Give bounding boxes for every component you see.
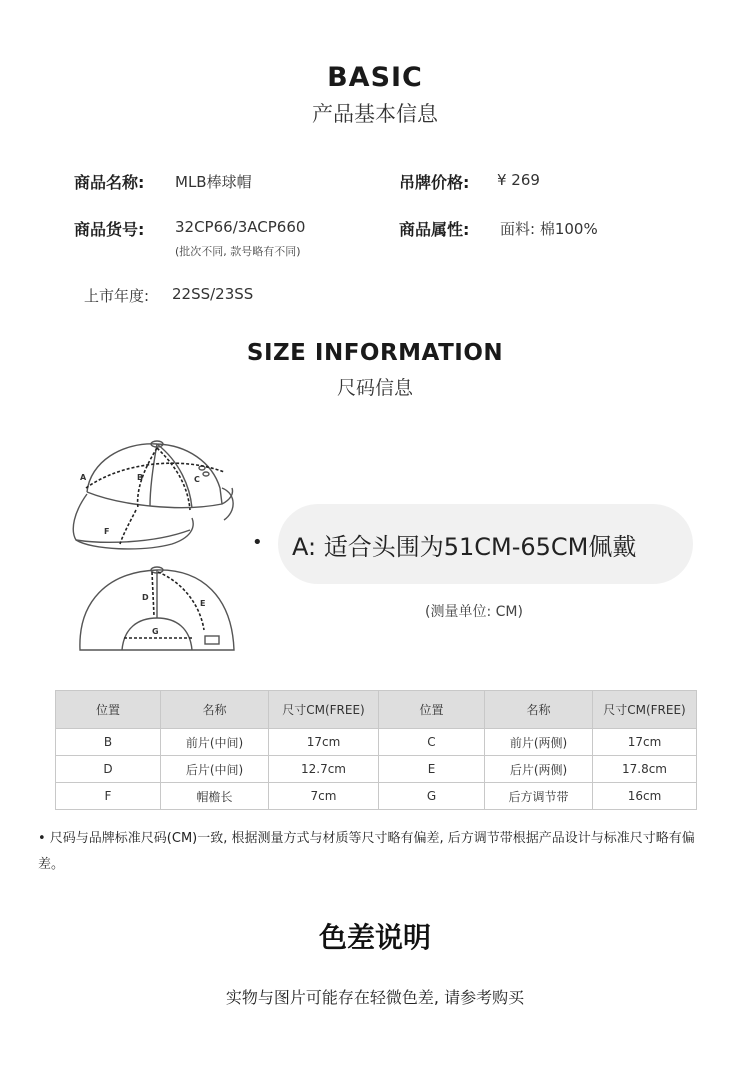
- fit-bullet: •: [252, 532, 263, 553]
- table-cell: 17cm: [593, 729, 697, 756]
- table-header-cell: 名称: [161, 691, 269, 729]
- table-header-cell: 尺寸CM(FREE): [593, 691, 697, 729]
- diagram-label-e: E: [200, 599, 206, 608]
- table-cell: 后片(中间): [161, 756, 269, 783]
- table-cell: B: [56, 729, 161, 756]
- material-value: 面料: 棉100%: [500, 220, 598, 238]
- table-cell: F: [56, 783, 161, 810]
- table-cell: 前片(中间): [161, 729, 269, 756]
- table-cell: 7cm: [269, 783, 379, 810]
- table-header-row: [56, 691, 697, 729]
- table-cell: 17cm: [269, 729, 379, 756]
- diagram-label-d: D: [142, 593, 149, 602]
- table-row: [56, 756, 697, 783]
- color-diff-title: 色差说明: [318, 921, 431, 954]
- diagram-label-a: A: [80, 473, 87, 482]
- table-cell: 17.8cm: [593, 756, 697, 783]
- unit-note: (测量单位: CM): [425, 604, 523, 620]
- table-cell: 后方调节带: [485, 783, 593, 810]
- table-cell: 12.7cm: [269, 756, 379, 783]
- product-code-note: (批次不同, 款号略有不同): [175, 245, 301, 258]
- fit-text: A: 适合头围为51CM-65CM佩戴: [292, 533, 637, 561]
- size-table: [55, 690, 697, 810]
- diagram-label-b: B: [137, 473, 144, 482]
- table-cell: 16cm: [593, 783, 697, 810]
- table-row: [56, 729, 697, 756]
- price-value: ¥ 269: [497, 171, 540, 189]
- table-row: [56, 783, 697, 810]
- table-header-cell: 名称: [485, 691, 593, 729]
- basic-title: BASIC: [327, 62, 423, 93]
- table-cell: 后片(两侧): [485, 756, 593, 783]
- season-label: 上市年度:: [84, 287, 150, 305]
- cap-measurement-diagram: [62, 432, 252, 664]
- product-name-label: 商品名称:: [74, 173, 145, 192]
- size-notice: • 尺码与品牌标准尺码(CM)一致, 根据测量方式与材质等尺寸略有偏差, 后方调节带根据产品设计与标准尺寸略有偏差。: [38, 831, 695, 872]
- size-info-subtitle: 尺码信息: [336, 377, 413, 399]
- table-cell: 帽檐长: [161, 783, 269, 810]
- table-header-cell: 位置: [379, 691, 485, 729]
- price-label: 吊牌价格:: [399, 173, 470, 192]
- material-label: 商品属性:: [399, 220, 470, 239]
- table-header-cell: 尺寸CM(FREE): [269, 691, 379, 729]
- table-header-cell: 位置: [56, 691, 161, 729]
- diagram-label-f: F: [104, 527, 110, 536]
- diagram-label-c: C: [194, 475, 200, 484]
- size-info-title: SIZE INFORMATION: [246, 340, 504, 366]
- color-diff-desc: 实物与图片可能存在轻微色差, 请参考购买: [225, 988, 525, 1007]
- table-cell: G: [379, 783, 485, 810]
- table-cell: C: [379, 729, 485, 756]
- product-code-value: 32CP66/3ACP660: [175, 218, 306, 236]
- table-cell: D: [56, 756, 161, 783]
- product-code-label: 商品货号:: [74, 220, 145, 239]
- diagram-label-g: G: [152, 627, 159, 636]
- table-cell: 前片(两侧): [485, 729, 593, 756]
- product-name-value: MLB棒球帽: [175, 173, 252, 191]
- season-value: 22SS/23SS: [172, 285, 254, 303]
- basic-subtitle: 产品基本信息: [312, 102, 438, 126]
- table-cell: E: [379, 756, 485, 783]
